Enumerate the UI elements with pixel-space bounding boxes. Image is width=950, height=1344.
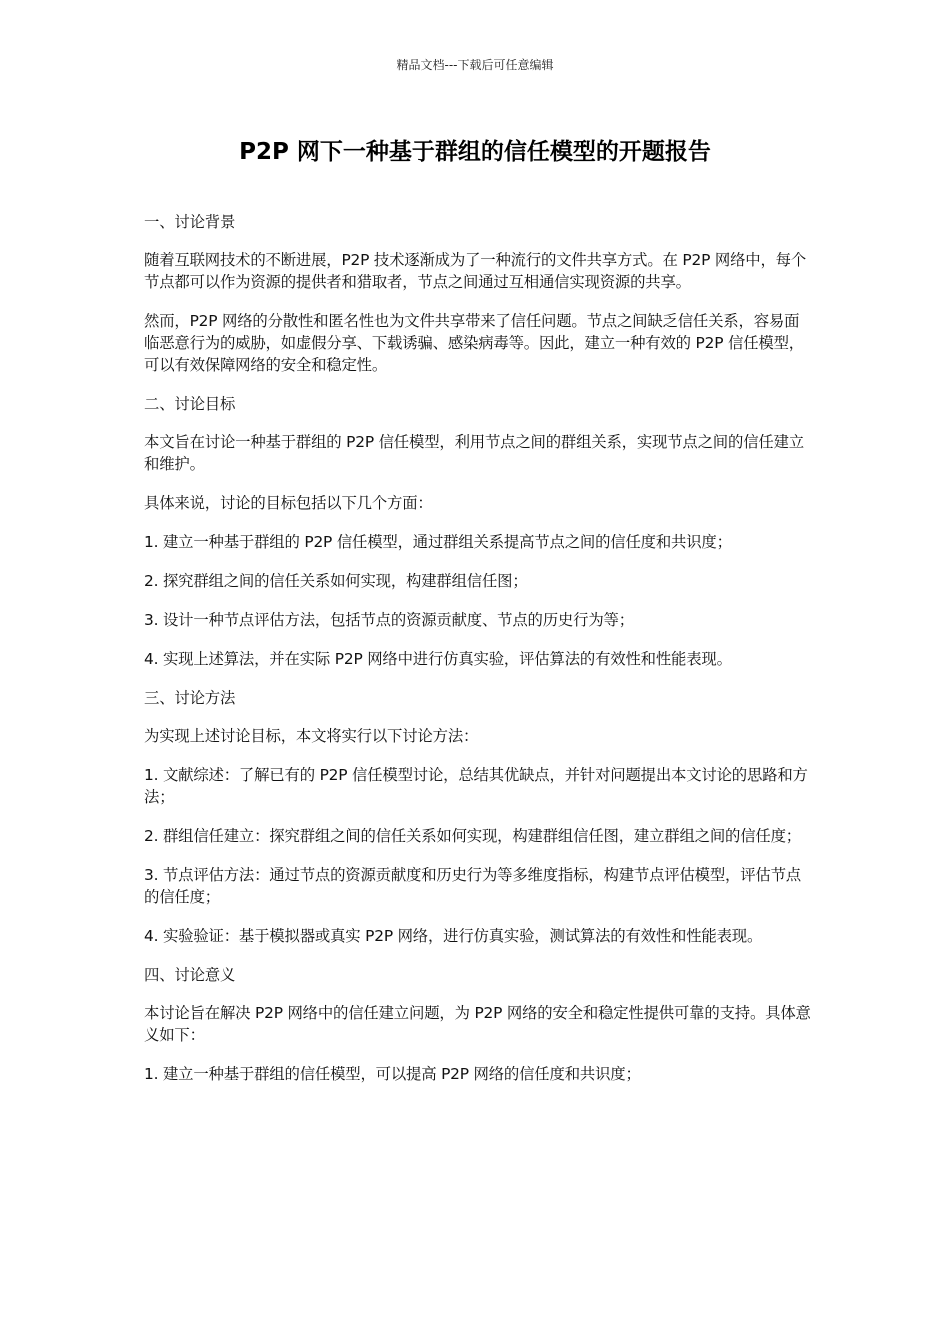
list-item: 4. 实验验证：基于模拟器或真实 P2P 网络，进行仿真实验，测试算法的有效性和性能表现。 (144, 927, 763, 945)
list-item: 3. 设计一种节点评估方法，包括节点的资源贡献度、节点的历史行为等； (144, 611, 634, 629)
section-heading-methods: 三、讨论方法 (144, 689, 236, 707)
list-item: 2. 探究群组之间的信任关系如何实现，构建群组信任图； (144, 572, 528, 590)
document-title: P2P 网下一种基于群组的信任模型的开题报告 (239, 139, 711, 165)
list-item: 2. 群组信任建立：探究群组之间的信任关系如何实现，构建群组信任图，建立群组之间的信任度； (144, 827, 801, 845)
list-item: 1. 建立一种基于群组的信任模型，可以提高 P2P 网络的信任度和共识度； (144, 1065, 641, 1083)
list-item: 3. 节点评估方法：通过节点的资源贡献度和历史行为等多维度指标，构建节点评估模型，评估节点的信任度； (144, 866, 801, 906)
page-header: 精品文档---下载后可任意编辑 (396, 58, 554, 72)
section-heading-goals: 二、讨论目标 (144, 395, 236, 413)
list-item: 1. 建立一种基于群组的 P2P 信任模型，通过群组关系提高节点之间的信任度和共识度； (144, 533, 732, 551)
paragraph: 本讨论旨在解决 P2P 网络中的信任建立问题，为 P2P 网络的安全和稳定性提供可靠的支持。具体意义如下： (144, 1004, 811, 1044)
paragraph: 本文旨在讨论一种基于群组的 P2P 信任模型，利用节点之间的群组关系，实现节点之间的信任建立和维护。 (144, 433, 804, 473)
paragraph: 具体来说，讨论的目标包括以下几个方面： (144, 494, 433, 512)
section-heading-background: 一、讨论背景 (144, 213, 236, 231)
list-item: 1. 文献综述：了解已有的 P2P 信任模型讨论，总结其优缺点，并针对问题提出本文讨论的思路和方法； (144, 766, 808, 806)
section-heading-significance: 四、讨论意义 (144, 966, 236, 984)
paragraph: 随着互联网技术的不断进展，P2P 技术逐渐成为了一种流行的文件共享方式。在 P2P 网络中，每个节点都可以作为资源的提供者和猎取者，节点之间通过互相通信实现资源的共享。 (144, 251, 807, 291)
paragraph: 然而，P2P 网络的分散性和匿名性也为文件共享带来了信任问题。节点之间缺乏信任关系，容易面临恶意行为的威胁，如虚假分享、下载诱骗、感染病毒等。因此，建立一种有效的 P2P 信任模型，可以有效保障网络的安全和稳定性。 (144, 312, 804, 374)
list-item: 4. 实现上述算法，并在实际 P2P 网络中进行仿真实验，评估算法的有效性和性能表现。 (144, 650, 732, 668)
document-body (144, 211, 812, 1102)
paragraph: 为实现上述讨论目标，本文将实行以下讨论方法： (144, 727, 479, 745)
